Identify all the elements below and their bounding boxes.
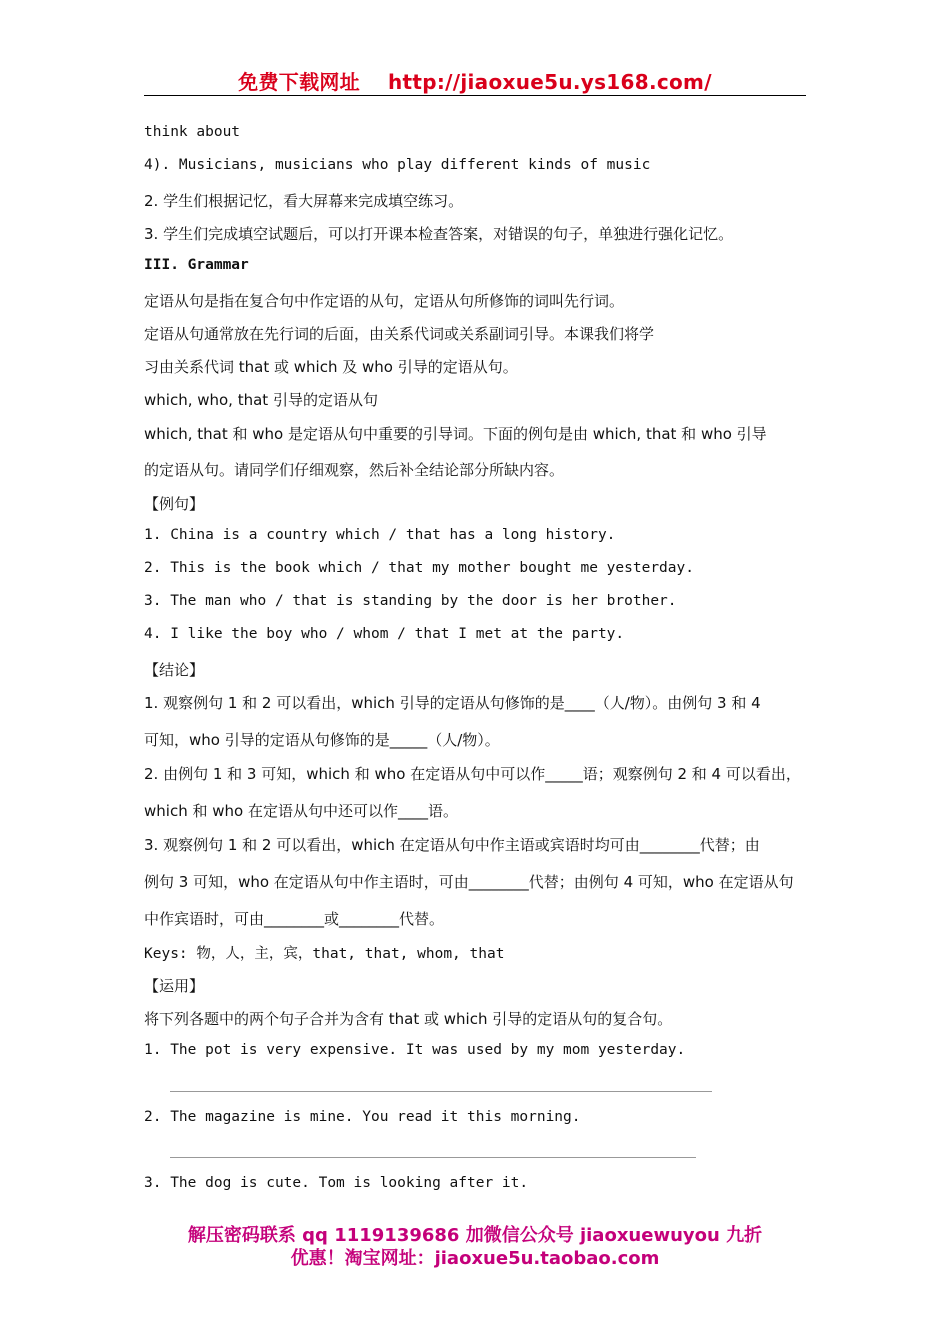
section-heading-examples: 【例句】: [144, 495, 205, 513]
exercise-item: 1. The pot is very expensive. It was used by my mom yesterday.: [144, 1042, 686, 1058]
conclusion-line: 中作宾语时，可由________或________代替。: [144, 910, 445, 928]
text-line: think about: [144, 124, 241, 140]
conclusion-line: 2. 由例句 1 和 3 可知，which 和 who 在定语从句中可以作_____语；观察例句 2 和 4 可以看出，: [144, 765, 801, 783]
text-line: 2. 学生们根据记忆，看大屏幕来完成填空练习。: [144, 192, 464, 210]
answer-blank-line[interactable]: [170, 1157, 696, 1158]
header-banner: [0, 66, 950, 95]
text-line: 定语从句是指在复合句中作定语的从句，定语从句所修饰的词叫先行词。: [144, 292, 625, 310]
footer-shop-line[interactable]: 优惠！淘宝网址：jiaoxue5u.taobao.com: [290, 1248, 660, 1269]
answer-blank-line[interactable]: [170, 1091, 712, 1092]
text-line: 习由关系代词 that 或 which 及 who 引导的定语从句。: [144, 358, 518, 376]
footer-contact-line: 解压密码联系 qq 1119139686 加微信公众号 jiaoxuewuyou 九折: [187, 1225, 763, 1246]
exercise-item: 2. The magazine is mine. You read it this morning.: [144, 1109, 581, 1125]
text-line: 4). Musicians, musicians who play different kinds of music: [144, 157, 651, 173]
example-sentence: 2. This is the book which / that my mother bought me yesterday.: [144, 560, 694, 576]
header-url-link[interactable]: http://jiaoxue5u.ys168.com/: [387, 70, 712, 94]
conclusion-line: which 和 who 在定语从句中还可以作____语。: [144, 802, 458, 820]
example-sentence: 4. I like the boy who / whom / that I met at the party.: [144, 626, 625, 642]
text-line: which, who, that 引导的定语从句: [144, 391, 378, 409]
text-line: 的定语从句。请同学们仔细观察，然后补全结论部分所缺内容。: [144, 461, 565, 479]
example-sentence: 3. The man who / that is standing by the door is her brother.: [144, 593, 677, 609]
text-line: which, that 和 who 是定语从句中重要的引导词。下面的例句是由 which, that 和 who 引导: [144, 425, 767, 443]
practice-instruction: 将下列各题中的两个句子合并为含有 that 或 which 引导的定语从句的复合句。: [144, 1010, 673, 1028]
conclusion-line: 例句 3 可知，who 在定语从句中作主语时，可由________代替；由例句 4 可知，who 在定语从句: [144, 873, 794, 891]
example-sentence: 1. China is a country which / that has a long history.: [144, 527, 616, 543]
answer-keys: Keys: 物，人，主，宾，that, that, whom, that: [144, 946, 505, 962]
text-line: 3. 学生们完成填空试题后，可以打开课本检查答案，对错误的句子，单独进行强化记忆。: [144, 225, 734, 243]
conclusion-line: 可知，who 引导的定语从句修饰的是_____（人/物）。: [144, 731, 500, 749]
conclusion-line: 3. 观察例句 1 和 2 可以看出，which 在定语从句中作主语或宾语时均可由________代替；由: [144, 836, 760, 854]
section-heading-practice: 【运用】: [144, 977, 205, 995]
header-site-name: 免费下载网址: [238, 70, 360, 94]
text-line: 定语从句通常放在先行词的后面，由关系代词或关系副词引导。本课我们将学: [144, 325, 655, 343]
exercise-item: 3. The dog is cute. Tom is looking after it.: [144, 1175, 529, 1191]
section-heading-grammar: III. Grammar: [144, 257, 249, 273]
section-heading-conclusion: 【结论】: [144, 661, 205, 679]
conclusion-line: 1. 观察例句 1 和 2 可以看出，which 引导的定语从句修饰的是____（人/物）。由例句 3 和 4: [144, 694, 761, 712]
header-divider: [144, 95, 806, 96]
